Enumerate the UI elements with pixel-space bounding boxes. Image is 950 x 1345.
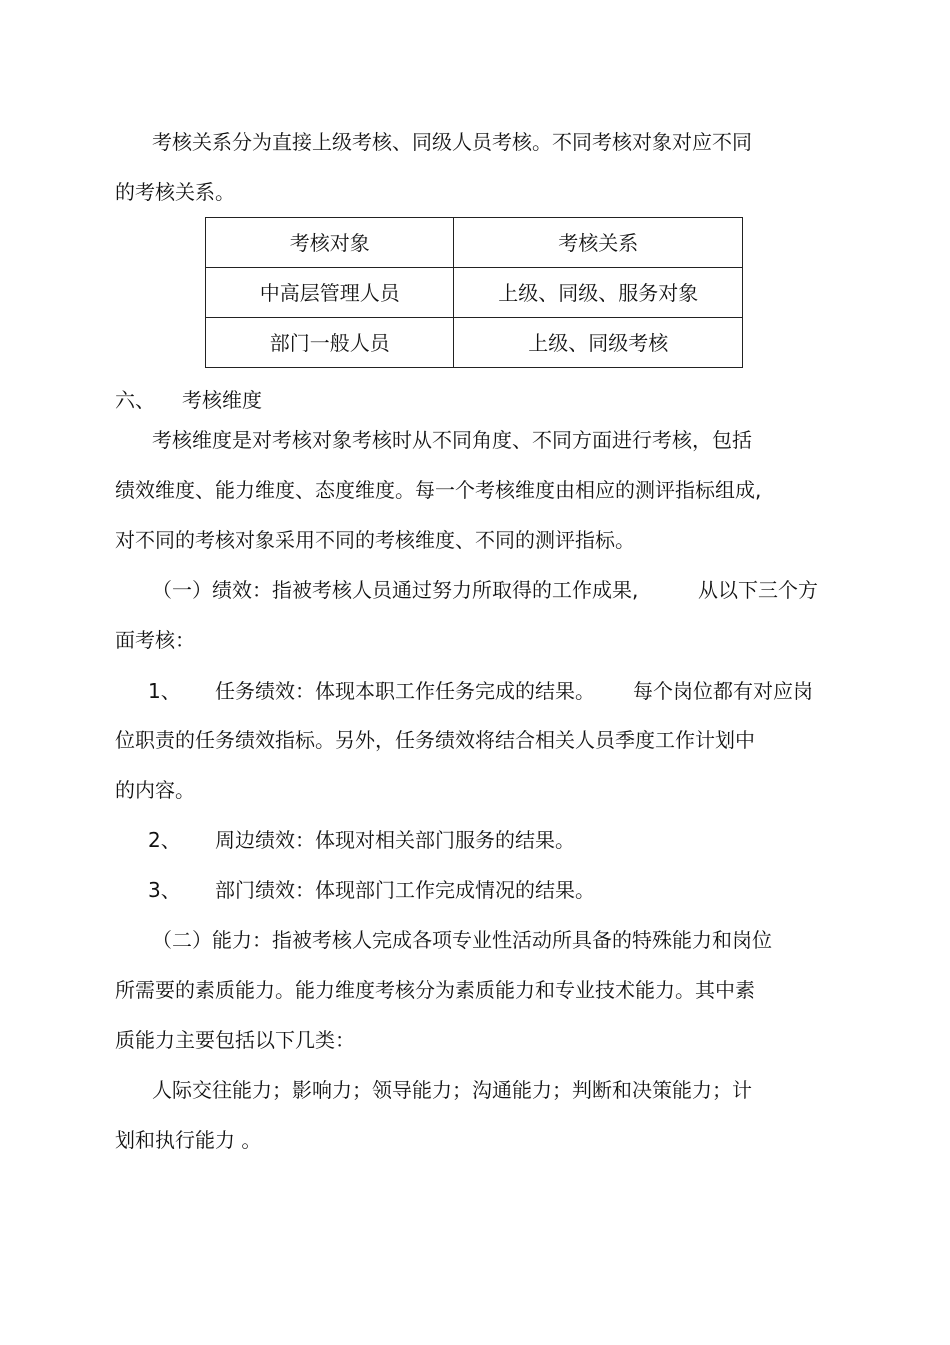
table-header-cell: 考核对象 [206,218,454,268]
item-1-line-2: 位职责的任务绩效指标。另外，任务绩效将结合相关人员季度工作计划中 [115,728,755,752]
table-cell: 中高层管理人员 [206,268,454,318]
subsection-label: （二） [152,928,212,952]
item-1-line-1a: 任务绩效：体现本职工作任务完成的结果。 [215,679,595,703]
item-2-text: 周边绩效：体现对相关部门服务的结果。 [215,828,575,852]
item-number: 2、 [148,828,181,852]
performance-line-1a: 绩效：指被考核人员通过努力所取得的工作成果, [212,578,639,602]
ability-line-2: 所需要的素质能力。能力维度考核分为素质能力和专业技术能力。其中素 [115,978,755,1002]
section-paragraph-line: 考核维度是对考核对象考核时从不同角度、不同方面进行考核，包括 [152,428,752,452]
item-1-line-1b: 每个岗位都有对应岗 [633,679,813,703]
item-3-text: 部门绩效：体现部门工作完成情况的结果。 [215,878,595,902]
assessment-relation-table [205,217,743,368]
table-cell: 上级、同级考核 [454,318,743,368]
item-number: 3、 [148,878,181,902]
intro-line-2: 的考核关系。 [115,180,235,204]
table-row [206,268,743,318]
item-1-line-3: 的内容。 [115,778,195,802]
ability-list-line-2: 划和执行能力 。 [115,1128,262,1152]
subsection-label: （一） [152,578,212,602]
table-header-row [206,218,743,268]
section-paragraph-line: 绩效维度、能力维度、态度维度。每一个考核维度由相应的测评指标组成, [115,478,762,502]
ability-line-3: 质能力主要包括以下几类： [115,1028,355,1052]
item-number: 1、 [148,679,181,703]
table-cell: 上级、同级、服务对象 [454,268,743,318]
section-number: 六、 [115,388,155,412]
performance-line-1b: 从以下三个方 [698,578,818,602]
performance-line-2: 面考核： [115,628,195,652]
section-title: 考核维度 [182,388,262,412]
intro-line-1: 考核关系分为直接上级考核、同级人员考核。不同考核对象对应不同 [152,130,752,154]
section-paragraph-line: 对不同的考核对象采用不同的考核维度、不同的测评指标。 [115,528,635,552]
ability-list-line-1: 人际交往能力；影响力；领导能力；沟通能力；判断和决策能力；计 [152,1078,752,1102]
table-cell: 部门一般人员 [206,318,454,368]
ability-line-1: 能力：指被考核人完成各项专业性活动所具备的特殊能力和岗位 [212,928,772,952]
table-row [206,318,743,368]
table-header-cell: 考核关系 [454,218,743,268]
